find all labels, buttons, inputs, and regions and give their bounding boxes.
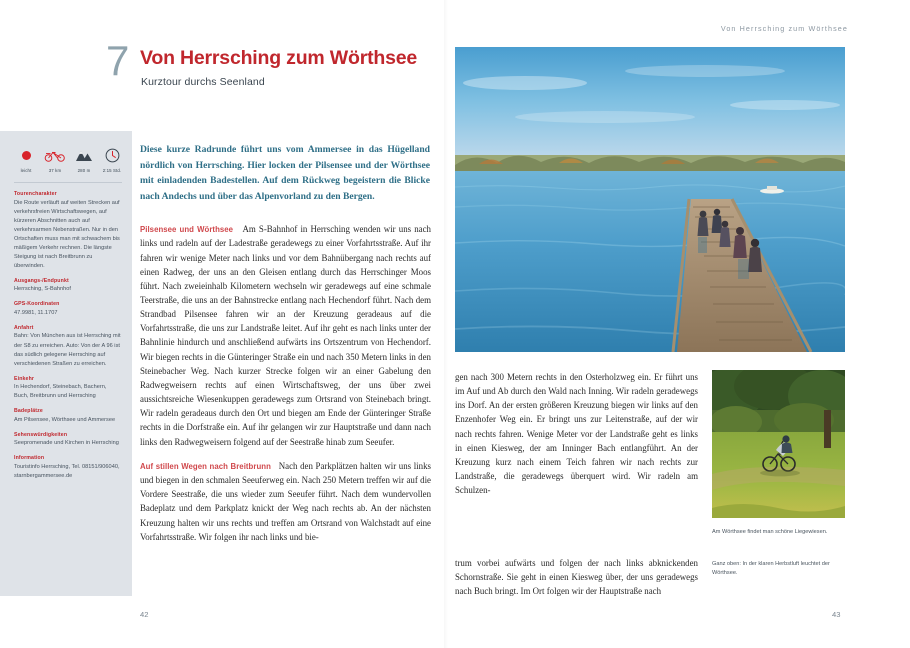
- body-paragraph-1-text: Am S-Bahnhof in Herrsching wenden wir uns nach links und radeln auf der Ladestraße geradewegs zu einer Vorfahrtsstraße. Auf ihr fahren wir wenige Meter nach links und vor dem Bahnübergang nach rechts auf einen Radweg, der uns an den Gleisen entlang durch das Herrschinger Moos führt. Nach zweieinhalb Kilometern wechseln wir geradewegs auf eine schmale Teerstraße, die uns an der Bahnstrecke entlang nach Hechendorf führt. Nach dem Strandbad Pilsensee fahren wir an der Kreuzung geradeaus auf die Vorfahrtsstraße, die uns zur Landstraße leitet. Auf ihr geht es nach links unter der Bahnlinie hindurch und anschließend aufwärts ins Ortszentrum von Hechendorf. Wir biegen rechts in die Günteringer Straße ein und nach 350 Metern links in den Steinebacher Weg. Nach kurzer Strecke folgen wir an einer Gabelung den Radwegweisern rechts auf einen Wirtschaftsweg, der uns über zwei aussichtsreiche Wiesenkuppen geradewegs zum Ortsrand von Steinebach bringt. Wir radeln geradeaus durch den Ort und biegen am Ende der Günteringer Straße rechts in die Dorfstraße ein. Auf ihr gelangen wir zur Hauptstraße und dann nach links den Radwegweisern folgend auf der Seestraße hinab zum Seeufer.: [140, 224, 431, 447]
- fact-duration-label: 2:15 Std.: [102, 168, 122, 173]
- sidebar-text-anfahrt: Bahn: Von München aus ist Herrsching mit der S8 zu erreichen. Auto: Von der A 96 ist das südlich gelegene Herrsching auf verschiedenen Straßen zu erreichen.: [14, 333, 121, 367]
- sidebar-text-gps: 47.9981, 11.1707: [14, 309, 58, 316]
- sidebar-text-information: Touristinfo Herrsching, Tel. 08151/906040, starnbergammersee.de: [14, 463, 120, 479]
- page-spine-shadow: [444, 0, 448, 648]
- fact-duration: [102, 145, 122, 173]
- runin-heading-breitbrunn: Auf stillen Wegen nach Breitbrunn: [140, 461, 271, 471]
- runin-heading-pilsensee: Pilsensee und Wörthsee: [140, 225, 234, 234]
- page-subtitle: Kurztour durchs Seenland: [141, 76, 265, 88]
- fact-distance: [44, 145, 66, 173]
- sidebar-heading-ausgangspunkt: Ausgangs-/Endpunkt: [14, 277, 69, 284]
- sidebar-heading-information: Information: [14, 455, 45, 462]
- bicycle-icon: [44, 145, 66, 165]
- sidebar-heading-badeplaetze: Badeplätze: [14, 408, 43, 415]
- fact-distance-label: 37 km: [48, 168, 62, 173]
- fact-difficulty: [16, 145, 36, 173]
- sidebar-divider: [14, 182, 122, 183]
- sidebar-heading-anfahrt: Anfahrt: [14, 324, 34, 331]
- running-head: Von Herrsching zum Wörthsee: [720, 24, 848, 33]
- sidebar-heading-sehenswuerdigkeiten: Sehenswürdigkeiten: [14, 431, 68, 438]
- sidebar-heading-tourencharakter: Tourencharakter: [14, 191, 57, 197]
- sidebar-text-sehenswuerdigkeiten: Seepromenade und Kirchen in Herrsching: [14, 440, 119, 447]
- info-sidebar: [0, 131, 132, 596]
- photo-cyclist-meadow: [712, 370, 845, 518]
- sidebar-heading-gps: GPS-Koordinaten: [14, 301, 60, 308]
- fact-difficulty-label: leicht: [20, 168, 32, 173]
- body-paragraph-1: [140, 222, 431, 449]
- folio-right: 43: [832, 610, 841, 619]
- caption-photo-main: Ganz oben: In der klaren Herbstluft leuchtet der Wörthsee.: [712, 561, 830, 576]
- lead-paragraph: Diese kurze Radrunde führt uns vom Ammersee in das Hügelland nördlich von Herrsching. Hier locken der Pilsensee und der Wörthsee mit einladenden Badestellen. Auf dem Rückweg begeistern die Blicke nach Andechs und über das Alpenvorland zu den Bergen.: [140, 144, 430, 202]
- body-column-right: [455, 370, 698, 497]
- mountain-icon: [74, 145, 94, 165]
- body-paragraph-2-text: Nach den Parkplätzen halten wir uns links und biegen in den schmalen Seeuferweg ein. Nach 250 Metern treffen wir auf die Vordere Seestraße, die uns wieder zum Seeufer führt. Nach dem wundervollen Badeplatz und dem Parkplatz knickt der Weg nach rechts ab. An der nächsten Kreuzung halten wir uns rechts und treffen am Ortsrand von Walchstadt auf eine Vorfahrtsstraße. Wir folgen ihr nach links und bie-: [140, 460, 431, 542]
- chapter-number: 7: [106, 37, 130, 84]
- caption-photo-small: Am Wörthsee findet man schöne Liegewiesen.: [712, 529, 828, 535]
- sidebar-text-tourencharakter: Die Route verläuft auf weiten Strecken auf verkehrsfreien Wirtschaftswegen, auf kürzeren Abschnitten auch auf verkehrsarmen Nebenstraßen. Nur in den Ortschaften muss man mit schwachem bis mäßigem Verkehr rechnen. Die längste Steigung ist nach Breitbrunn zu überwinden.: [14, 199, 120, 269]
- clock-icon: [102, 145, 122, 165]
- body-paragraph-2: [140, 459, 431, 544]
- sidebar-text-ausgangspunkt: Herrsching, S-Bahnhof: [14, 286, 72, 293]
- sidebar-text-badeplaetze: Am Pilsensee, Wörthsee und Ammersee: [14, 416, 116, 423]
- body-column-right-wide: [455, 556, 698, 598]
- fact-elevation-label: 280 m: [77, 168, 91, 173]
- fact-elevation: [74, 145, 94, 173]
- folio-left: 42: [140, 610, 149, 619]
- sidebar-heading-einkehr: Einkehr: [14, 375, 35, 382]
- sidebar-text-einkehr: In Hechendorf, Steinebach, Bachern, Buch, Breitbrunn und Herrsching: [14, 384, 107, 400]
- difficulty-dot-icon: [16, 145, 36, 165]
- body-paragraph-3: gen nach 300 Metern rechts in den Osterholzweg ein. Er führt uns im Auf und Ab durch den Wald nach Inning. Wir radeln geradewegs ins Dorf. An der ersten größeren Kreuzung biegen wir links auf den Enzenhofer Weg ein. Er bringt uns zur Leitenstraße, auf der wir nach rechts fahren. Wenige Meter vor der Landstraße geht es links in einen Kiesweg, der am Inninger Bach entlangführt. An der Kreuzung kurz nach einem Teich fahren wir nach rechts zur Landstraße, die geradewegs überquert wird. Wir radeln am Schulzen-: [455, 372, 698, 496]
- body-paragraph-4: trum vorbei aufwärts und folgen der nach links abknickenden Schornstraße. Sie geht in einen Kiesweg über, der uns geradewegs nach Buch bringt. Im Ort folgen wir der Hauptstraße nach: [455, 558, 698, 597]
- photo-woerthsee-pier: [455, 47, 845, 352]
- body-column-left: [140, 222, 431, 544]
- page-title: Von Herrsching zum Wörthsee: [140, 47, 418, 69]
- fact-icon-row: [14, 143, 122, 173]
